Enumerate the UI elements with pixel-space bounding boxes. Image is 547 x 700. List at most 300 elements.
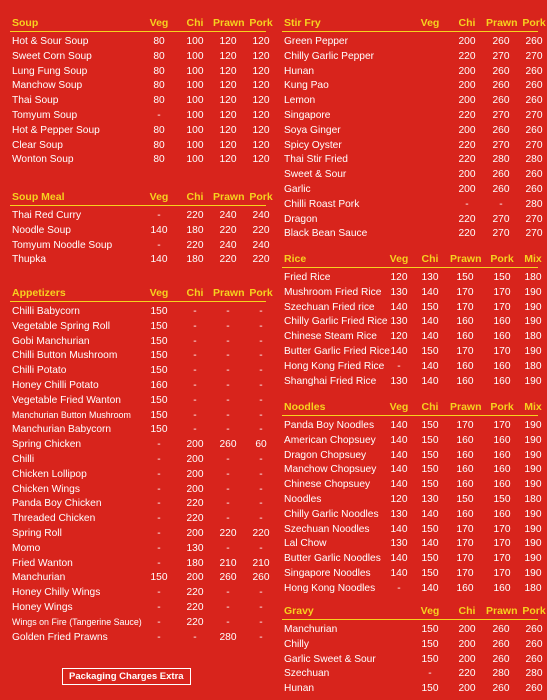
- price-pork: 160: [493, 331, 511, 343]
- price-mix: 180: [524, 493, 542, 505]
- menu-item: [10, 467, 266, 482]
- price-prawn: 160: [456, 449, 474, 461]
- price-chi: 200: [186, 483, 204, 495]
- price-veg: -: [397, 360, 401, 372]
- price-veg: 150: [150, 350, 168, 362]
- price-prawn: -: [226, 453, 230, 465]
- price-veg: 140: [390, 553, 408, 565]
- price-chi: -: [193, 365, 197, 377]
- price-prawn: 160: [456, 316, 474, 328]
- item-name: Chilli Babycorn: [12, 306, 80, 317]
- price-chi: 150: [421, 553, 439, 565]
- price-pork: 260: [525, 65, 543, 77]
- column-header-veg: Veg: [149, 191, 169, 203]
- price-pork: 160: [493, 449, 511, 461]
- column-header-chi: Chi: [186, 287, 204, 299]
- price-chi: 180: [186, 254, 204, 266]
- price-prawn: 220: [219, 224, 237, 236]
- section-header: [10, 281, 273, 302]
- item-name: Kung Pao: [284, 80, 329, 92]
- column-header-prawn: Prawn: [213, 191, 245, 203]
- price-prawn: 170: [456, 523, 474, 535]
- menu-item: [282, 78, 543, 93]
- price-veg: 150: [150, 320, 168, 332]
- price-mix: 190: [524, 286, 542, 298]
- price-chi: 200: [186, 439, 204, 451]
- price-chi: 200: [186, 453, 204, 465]
- menu-item: [282, 344, 542, 359]
- column-header-veg: Veg: [149, 17, 169, 29]
- price-pork: 150: [493, 493, 511, 505]
- price-chi: 220: [458, 109, 476, 121]
- item-name: Honey Chilli Potato: [12, 379, 99, 391]
- price-veg: 140: [390, 479, 408, 491]
- price-mix: 180: [524, 360, 542, 372]
- item-name: Spicy Oyster: [284, 139, 342, 151]
- price-chi: 100: [186, 124, 204, 136]
- price-pork: 160: [493, 508, 511, 520]
- item-name: Sweet & Sour: [284, 169, 347, 181]
- price-veg: 140: [390, 523, 408, 535]
- item-name: Mushroom Fried Rice: [284, 286, 382, 298]
- price-chi: 140: [421, 316, 439, 328]
- price-pork: 240: [252, 210, 270, 221]
- menu-item: [10, 238, 270, 253]
- column-header-pork: Pork: [249, 191, 273, 203]
- menu-item: [10, 570, 270, 585]
- price-pork: -: [259, 453, 263, 465]
- menu-item: [282, 64, 543, 79]
- price-pork: 260: [525, 169, 543, 181]
- menu-item: [282, 462, 542, 477]
- menu-item: [282, 93, 543, 108]
- price-veg: 150: [421, 624, 439, 635]
- menu-item: [282, 551, 542, 566]
- section-header: [282, 395, 542, 416]
- price-chi: 220: [186, 616, 204, 628]
- price-chi: -: [193, 306, 197, 317]
- menu-item: [10, 630, 266, 645]
- price-chi: 220: [458, 213, 476, 225]
- price-veg: -: [157, 498, 161, 510]
- menu-item: [282, 566, 542, 581]
- item-name: Chilli: [12, 453, 35, 465]
- menu-item: [282, 522, 542, 537]
- column-header-chi: Chi: [186, 191, 204, 203]
- item-name: Chinese Steam Rice: [284, 331, 377, 343]
- price-pork: 120: [252, 95, 270, 107]
- price-veg: 80: [153, 95, 165, 107]
- price-chi: 150: [421, 434, 439, 446]
- price-prawn: 170: [456, 553, 474, 565]
- price-pork: 160: [493, 434, 511, 446]
- price-veg: 80: [153, 36, 165, 47]
- price-chi: -: [193, 424, 197, 436]
- price-veg: -: [157, 631, 161, 643]
- menu-item: [282, 300, 542, 315]
- price-prawn: -: [226, 365, 230, 377]
- price-pork: -: [259, 350, 263, 362]
- column-header-chi: Chi: [458, 17, 476, 29]
- item-name: Noodle Soup: [12, 224, 71, 236]
- item-name: Spring Chicken: [12, 439, 82, 451]
- price-chi: 220: [458, 154, 476, 166]
- menu-item: [282, 433, 542, 448]
- menu-item: [282, 329, 542, 344]
- item-name: Butter Garlic Fried Rice: [284, 345, 390, 357]
- column-header-veg: Veg: [149, 287, 169, 299]
- price-chi: -: [465, 198, 469, 210]
- column-header-veg: Veg: [420, 605, 440, 617]
- item-name: Honey Wings: [12, 601, 73, 613]
- price-prawn: 240: [219, 210, 237, 221]
- item-name: Vegetable Fried Wanton: [12, 394, 121, 406]
- price-pork: 120: [252, 65, 270, 77]
- price-prawn: -: [226, 483, 230, 495]
- price-pork: 280: [525, 154, 543, 166]
- menu-item: [10, 496, 266, 511]
- item-name: Chilli Potato: [12, 365, 67, 377]
- price-prawn: -: [226, 335, 230, 347]
- price-prawn: -: [226, 306, 230, 317]
- price-prawn: 270: [492, 139, 510, 151]
- item-name: Manchurian Button Mushroom: [12, 409, 131, 420]
- price-pork: 270: [525, 109, 543, 121]
- price-veg: -: [157, 468, 161, 480]
- price-pork: 170: [493, 553, 511, 565]
- menu-item: [10, 252, 270, 267]
- price-veg: 80: [153, 139, 165, 151]
- price-chi: 140: [421, 360, 439, 372]
- price-prawn: 270: [492, 228, 510, 240]
- price-veg: 140: [390, 464, 408, 476]
- item-name: Fried Rice: [284, 272, 331, 283]
- price-prawn: 260: [492, 683, 510, 695]
- price-prawn: 120: [219, 154, 237, 166]
- price-chi: 150: [421, 449, 439, 461]
- price-chi: -: [193, 631, 197, 643]
- price-chi: 140: [421, 286, 439, 298]
- price-prawn: 160: [456, 331, 474, 343]
- menu-item: [282, 49, 543, 64]
- item-name: Singapore: [284, 109, 331, 121]
- price-chi: -: [193, 335, 197, 347]
- price-veg: 160: [150, 379, 168, 391]
- price-pork: 160: [493, 479, 511, 491]
- price-veg: 140: [390, 434, 408, 446]
- price-prawn: -: [226, 379, 230, 391]
- price-pork: -: [259, 468, 263, 480]
- price-pork: 120: [252, 109, 270, 121]
- price-chi: 220: [186, 498, 204, 510]
- price-pork: -: [259, 320, 263, 332]
- price-pork: 170: [493, 538, 511, 550]
- price-prawn: 280: [492, 154, 510, 166]
- menu-item: [282, 359, 542, 374]
- menu-item: [282, 123, 543, 138]
- price-pork: -: [259, 542, 263, 554]
- item-name: Green Pepper: [284, 36, 348, 47]
- section-title: Gravy: [284, 605, 314, 617]
- price-pork: 270: [525, 139, 543, 151]
- price-pork: 150: [493, 272, 511, 283]
- item-name: Chicken Wings: [12, 483, 80, 495]
- item-name: Hot & Pepper Soup: [12, 124, 100, 136]
- price-veg: -: [157, 210, 161, 221]
- item-name: Chilly Garlic Pepper: [284, 50, 375, 62]
- price-mix: 190: [524, 479, 542, 491]
- price-chi: 180: [186, 224, 204, 236]
- item-name: Thai Soup: [12, 95, 59, 107]
- price-prawn: -: [226, 498, 230, 510]
- price-chi: 220: [186, 210, 204, 221]
- column-header-chi: Chi: [421, 253, 439, 265]
- price-pork: 270: [525, 228, 543, 240]
- item-name: Lemon: [284, 95, 316, 107]
- section-title: Stir Fry: [284, 17, 321, 29]
- price-chi: 140: [421, 538, 439, 550]
- price-veg: -: [428, 668, 432, 680]
- item-name: Dragon Chopsuey: [284, 449, 367, 461]
- price-pork: 260: [525, 36, 543, 47]
- price-prawn: 160: [456, 479, 474, 491]
- price-pork: 160: [493, 464, 511, 476]
- column-header-veg: Veg: [389, 401, 409, 413]
- item-name: Chinese Chopsuey: [284, 479, 371, 491]
- item-name: Threaded Chicken: [12, 513, 96, 525]
- price-chi: 200: [458, 624, 476, 635]
- menu-item: [10, 526, 270, 541]
- price-chi: 220: [458, 668, 476, 680]
- price-pork: 280: [525, 668, 543, 680]
- price-pork: -: [259, 616, 263, 628]
- price-prawn: 160: [456, 464, 474, 476]
- price-pork: 160: [493, 375, 511, 387]
- price-veg: 150: [150, 409, 168, 421]
- price-prawn: -: [226, 468, 230, 480]
- column-header-prawn: Prawn: [486, 17, 518, 29]
- price-chi: -: [193, 394, 197, 406]
- price-prawn: 120: [219, 80, 237, 92]
- price-veg: 130: [390, 286, 408, 298]
- price-chi: 150: [421, 420, 439, 431]
- menu-item: [10, 208, 270, 223]
- price-mix: 190: [524, 464, 542, 476]
- item-name: Butter Garlic Noodles: [284, 553, 381, 565]
- item-name: Shanghai Fried Rice: [284, 375, 377, 387]
- item-name: Golden Fried Prawns: [12, 631, 108, 643]
- item-name: Black Bean Sauce: [284, 228, 368, 240]
- section-title: Appetizers: [12, 287, 66, 299]
- price-veg: -: [157, 453, 161, 465]
- price-pork: 260: [525, 624, 543, 635]
- column-header-pork: Pork: [522, 605, 546, 617]
- price-chi: 200: [458, 169, 476, 181]
- price-chi: 220: [458, 50, 476, 62]
- price-pork: 260: [525, 80, 543, 92]
- menu-item: [282, 637, 543, 652]
- price-prawn: 170: [456, 345, 474, 357]
- price-prawn: -: [226, 616, 230, 628]
- price-chi: 200: [458, 124, 476, 136]
- item-name: Hunan: [284, 65, 315, 77]
- price-pork: 170: [493, 523, 511, 535]
- section-header: [282, 599, 546, 620]
- menu-item: [10, 585, 266, 600]
- item-name: Hong Kong Fried Rice: [284, 360, 385, 372]
- section-title: Rice: [284, 253, 307, 265]
- price-chi: 100: [186, 50, 204, 62]
- price-pork: 120: [252, 50, 270, 62]
- price-prawn: 240: [219, 239, 237, 251]
- section-stir-fry: [282, 11, 546, 241]
- price-prawn: 160: [456, 582, 474, 594]
- item-name: Tomyum Noodle Soup: [12, 239, 113, 251]
- price-veg: 140: [390, 345, 408, 357]
- menu-item: [10, 78, 270, 93]
- menu-item: [10, 556, 270, 571]
- item-name: Szechuan Noodles: [284, 523, 370, 535]
- price-prawn: 270: [492, 50, 510, 62]
- price-pork: 270: [525, 50, 543, 62]
- price-veg: 130: [390, 508, 408, 520]
- price-chi: 130: [186, 542, 204, 554]
- item-name: Soya Ginger: [284, 124, 341, 136]
- menu-item: [282, 108, 543, 123]
- price-pork: -: [259, 587, 263, 599]
- item-name: Chilly Garlic Noodles: [284, 508, 379, 520]
- price-prawn: -: [226, 350, 230, 362]
- price-chi: 200: [186, 572, 204, 584]
- price-prawn: 120: [219, 36, 237, 47]
- price-veg: -: [157, 601, 161, 613]
- price-veg: 140: [390, 301, 408, 313]
- packaging-note: Packaging Charges Extra: [62, 668, 191, 685]
- menu-item: [10, 108, 270, 123]
- price-veg: 130: [390, 538, 408, 550]
- price-pork: -: [259, 483, 263, 495]
- price-prawn: 160: [456, 360, 474, 372]
- menu-item: [10, 123, 270, 138]
- price-chi: 100: [186, 36, 204, 47]
- price-pork: -: [259, 631, 263, 643]
- price-pork: -: [259, 424, 263, 436]
- price-mix: 190: [524, 345, 542, 357]
- column-header-prawn: Prawn: [450, 253, 482, 265]
- item-name: Hunan: [284, 683, 315, 695]
- price-prawn: 260: [492, 624, 510, 635]
- column-header-mix: Mix: [524, 401, 542, 413]
- price-pork: 160: [493, 582, 511, 594]
- price-chi: 220: [186, 587, 204, 599]
- price-pork: 170: [493, 567, 511, 579]
- price-chi: 140: [421, 331, 439, 343]
- section-header: [10, 11, 273, 32]
- price-mix: 190: [524, 553, 542, 565]
- menu-item: [282, 418, 542, 433]
- item-name: Momo: [12, 542, 41, 554]
- menu-item: [10, 152, 270, 167]
- price-veg: 140: [150, 224, 168, 236]
- column-header-pork: Pork: [249, 287, 273, 299]
- price-pork: 260: [252, 572, 270, 584]
- price-pork: 220: [252, 254, 270, 266]
- price-chi: 220: [458, 139, 476, 151]
- price-pork: 120: [252, 80, 270, 92]
- price-prawn: 260: [492, 169, 510, 181]
- price-prawn: -: [226, 409, 230, 421]
- price-prawn: -: [226, 587, 230, 599]
- item-name: Thai Stir Fried: [284, 154, 348, 166]
- price-pork: 120: [252, 154, 270, 166]
- item-name: Panda Boy Chicken: [12, 498, 102, 510]
- menu-item: [282, 226, 543, 241]
- menu-item: [10, 393, 266, 408]
- section-appetizers: [10, 281, 273, 644]
- price-pork: 270: [525, 213, 543, 225]
- item-name: Szechuan: [284, 668, 330, 680]
- item-name: Szechuan Fried rice: [284, 301, 375, 313]
- column-header-pork: Pork: [249, 17, 273, 29]
- price-veg: 150: [150, 394, 168, 406]
- price-pork: 120: [252, 139, 270, 151]
- price-veg: 80: [153, 124, 165, 136]
- menu-item: [10, 319, 266, 334]
- section-noodles: [282, 395, 542, 596]
- price-chi: 200: [458, 36, 476, 47]
- price-veg: 130: [390, 316, 408, 328]
- price-chi: 130: [421, 272, 439, 283]
- price-chi: -: [193, 379, 197, 391]
- price-pork: -: [259, 601, 263, 613]
- price-mix: 190: [524, 434, 542, 446]
- price-chi: 140: [421, 508, 439, 520]
- section-gravy: [282, 599, 546, 696]
- item-name: Fried Wanton: [12, 557, 73, 569]
- price-chi: 200: [458, 65, 476, 77]
- price-veg: 150: [150, 365, 168, 377]
- menu-item: [282, 448, 542, 463]
- item-name: Noodles: [284, 493, 322, 505]
- price-prawn: 270: [492, 109, 510, 121]
- price-prawn: 260: [492, 183, 510, 195]
- price-prawn: -: [226, 424, 230, 436]
- price-pork: 260: [525, 183, 543, 195]
- price-pork: 170: [493, 301, 511, 313]
- section-header: [282, 247, 542, 268]
- price-chi: 220: [186, 239, 204, 251]
- menu-item: [10, 615, 266, 630]
- price-pork: 170: [493, 420, 511, 431]
- price-prawn: 170: [456, 420, 474, 431]
- item-name: Chilli Roast Pork: [284, 198, 360, 210]
- price-prawn: 220: [219, 527, 237, 539]
- column-header-prawn: Prawn: [213, 17, 245, 29]
- price-mix: 190: [524, 508, 542, 520]
- item-name: Thupka: [12, 254, 46, 266]
- price-pork: 120: [252, 124, 270, 136]
- price-chi: 150: [421, 301, 439, 313]
- price-veg: 150: [421, 638, 439, 650]
- menu-item: [10, 348, 266, 363]
- price-pork: 220: [252, 224, 270, 236]
- column-header-prawn: Prawn: [450, 401, 482, 413]
- menu-item: [10, 138, 270, 153]
- price-mix: 190: [524, 538, 542, 550]
- price-chi: 100: [186, 139, 204, 151]
- menu-item: [282, 285, 542, 300]
- price-pork: 260: [525, 653, 543, 665]
